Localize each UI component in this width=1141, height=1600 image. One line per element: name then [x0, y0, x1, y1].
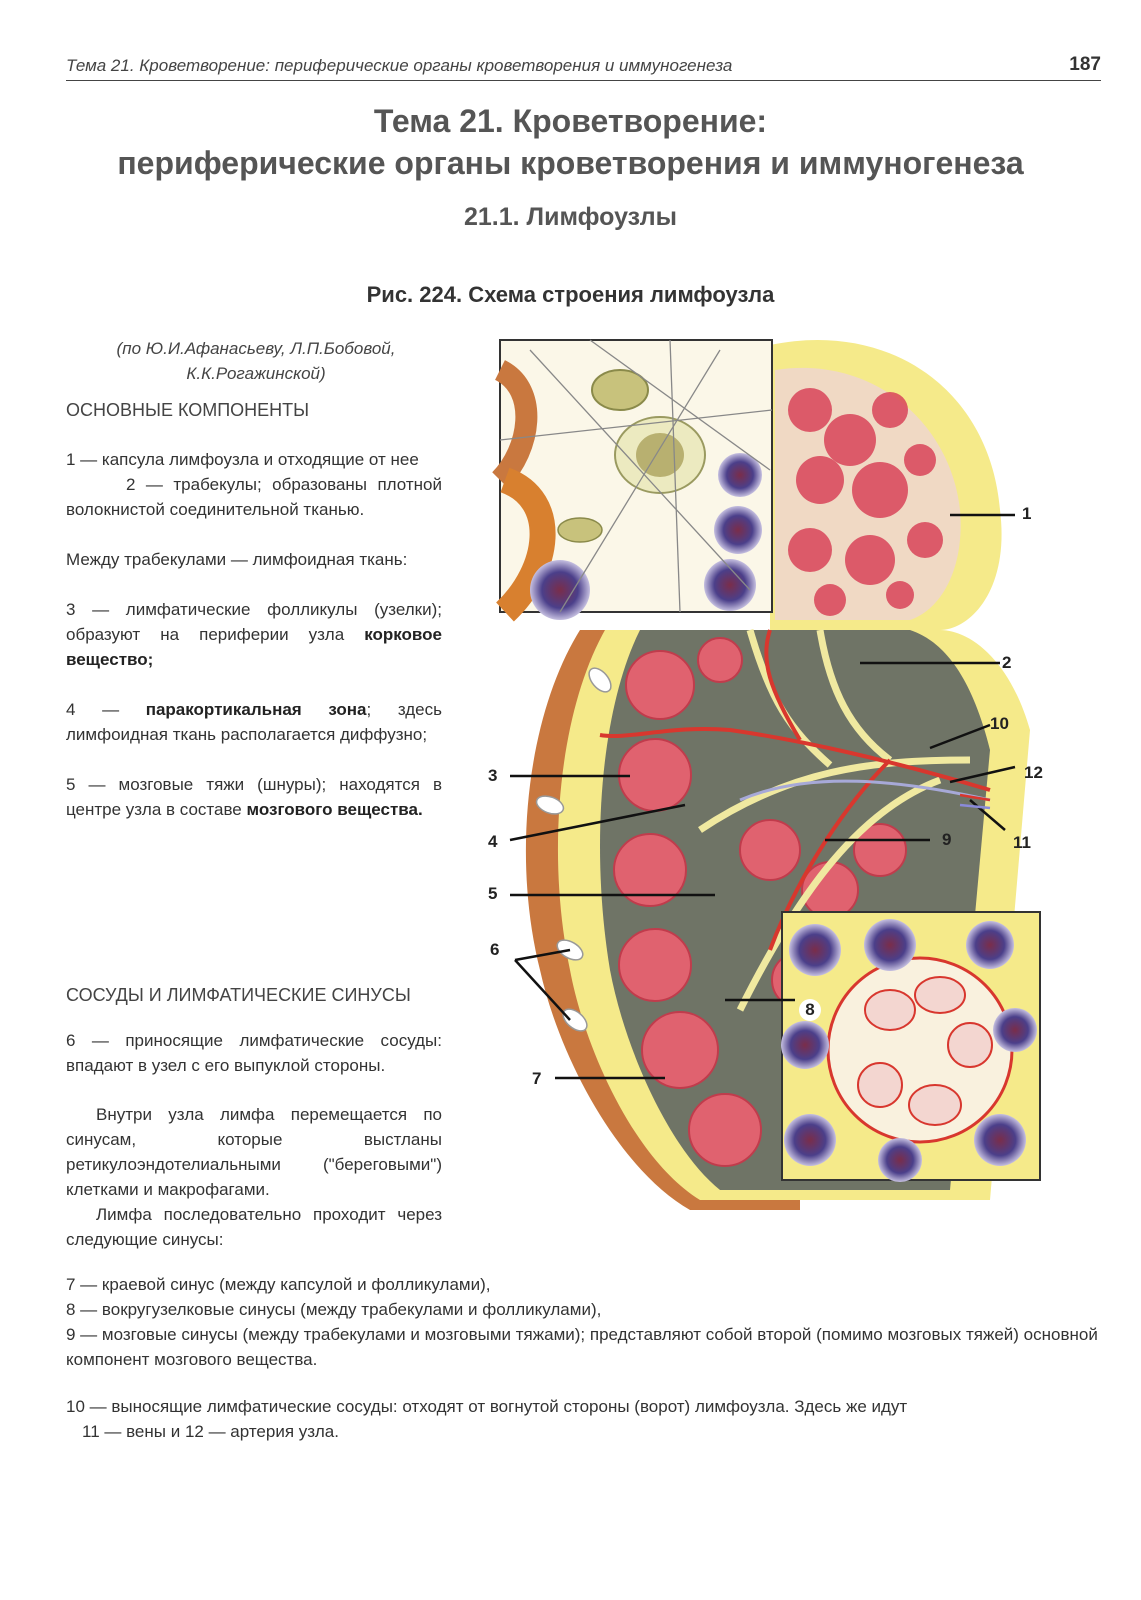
authors-line2: К.К.Рогажинской): [186, 364, 326, 383]
component-1: 1 — капсула лимфоузла и отходящие от нее: [66, 450, 419, 469]
figure-caption: Рис. 224. Схема строения лимфоузла: [366, 282, 775, 307]
authors-line1: (по Ю.И.Афанасьеву, Л.П.Бобовой,: [116, 339, 396, 358]
component-4: [66, 697, 442, 747]
section-title: 21.1. Лимфоузлы: [463, 203, 677, 231]
sinus-inset: [781, 912, 1040, 1182]
sinus-paragraph: Внутри узла лимфа перемещается по синусам, которые выстланы ретикулоэндотелиальными ("береговыми") клетками и макрофагами.: [66, 1105, 442, 1199]
figure-label-7: 7: [532, 1069, 542, 1088]
component-3-bold: корковое вещество;: [66, 625, 442, 669]
vessel-10: 10 — выносящие лимфатические сосуды: отходят от вогнутой стороны (ворот) лимфоузла. Здесь же идут: [66, 1397, 908, 1416]
vessel-6: 6 — приносящие лимфатические сосуды: впадают в узел с его выпуклой стороны.: [66, 1031, 442, 1075]
sinus-8: 8 — вокругузелковые синусы (между трабекулами и фолликулами),: [66, 1300, 602, 1319]
component-4-text: ; здесь лимфоидная ткань располагается диффузно;: [66, 700, 442, 744]
components-heading: ОСНОВНЫЕ КОМПОНЕНТЫ: [66, 400, 310, 420]
component-5-bold: мозгового вещества.: [246, 800, 423, 819]
figure-label-8: 8: [799, 999, 821, 1021]
sinus-9: 9 — мозговые синусы (между трабекулами и мозговыми тяжами); представляют собой второй (помимо мозговых тяжей) основной компонент мозгового вещества.: [66, 1325, 1098, 1369]
vessel-11-12: 11 — вены и 12 — артерия узла.: [82, 1422, 339, 1441]
figure-authors: [66, 336, 446, 386]
main-title-line1: Тема 21. Кроветворение:: [373, 103, 768, 139]
sinus-7: 7 — краевой синус (между капсулой и фолликулами),: [66, 1275, 491, 1294]
figure-label-6: 6: [490, 940, 500, 959]
figure-label-10: 10: [990, 714, 1009, 733]
component-4-bold: паракортикальная зона: [145, 700, 367, 719]
sinus-list: [66, 1272, 1106, 1444]
component-5: [66, 772, 442, 822]
connective-tissue-inset: [500, 340, 772, 620]
lymph-node-figure: [470, 330, 1110, 1210]
components-block: [66, 398, 442, 822]
figure-label-3: 3: [488, 766, 498, 785]
main-title-line2: периферические органы кроветворения и иммуногенеза: [117, 145, 1024, 181]
vessels-heading: СОСУДЫ И ЛИМФАТИЧЕСКИЕ СИНУСЫ: [66, 985, 411, 1005]
lymph-path-paragraph: Лимфа последовательно проходит через следующие синусы:: [66, 1205, 442, 1249]
running-head: [66, 54, 1101, 81]
figure-label-12: 12: [1024, 763, 1043, 782]
vessels-block: [66, 983, 442, 1252]
main-title: [0, 100, 1141, 184]
page-number: 187: [1069, 54, 1101, 75]
between-trabeculae: Между трабекулами — лимфоидная ткань:: [66, 550, 408, 569]
upper-node-section: [770, 340, 1002, 630]
figure-label-4: 4: [488, 832, 498, 851]
component-2: 2 — трабекулы; образованы плотной волокнистой соединительной тканью.: [66, 475, 442, 519]
component-5-text: 5 — мозговые тяжи (шнуры); находятся в центре узла в составе: [66, 775, 442, 819]
component-4-prefix: 4 —: [66, 700, 146, 719]
running-head-title: Тема 21. Кроветворение: периферические органы кроветворения и иммуногенеза: [66, 56, 733, 75]
component-3: [66, 597, 442, 672]
figure-label-9: 9: [942, 830, 952, 849]
figure-label-1: 1: [1022, 504, 1032, 523]
figure-label-2: 2: [1002, 653, 1012, 672]
figure-label-5: 5: [488, 884, 498, 903]
component-3-text: 3 — лимфатические фолликулы (узелки); образуют на периферии узла: [66, 600, 442, 644]
figure-label-11: 11: [1013, 833, 1031, 852]
